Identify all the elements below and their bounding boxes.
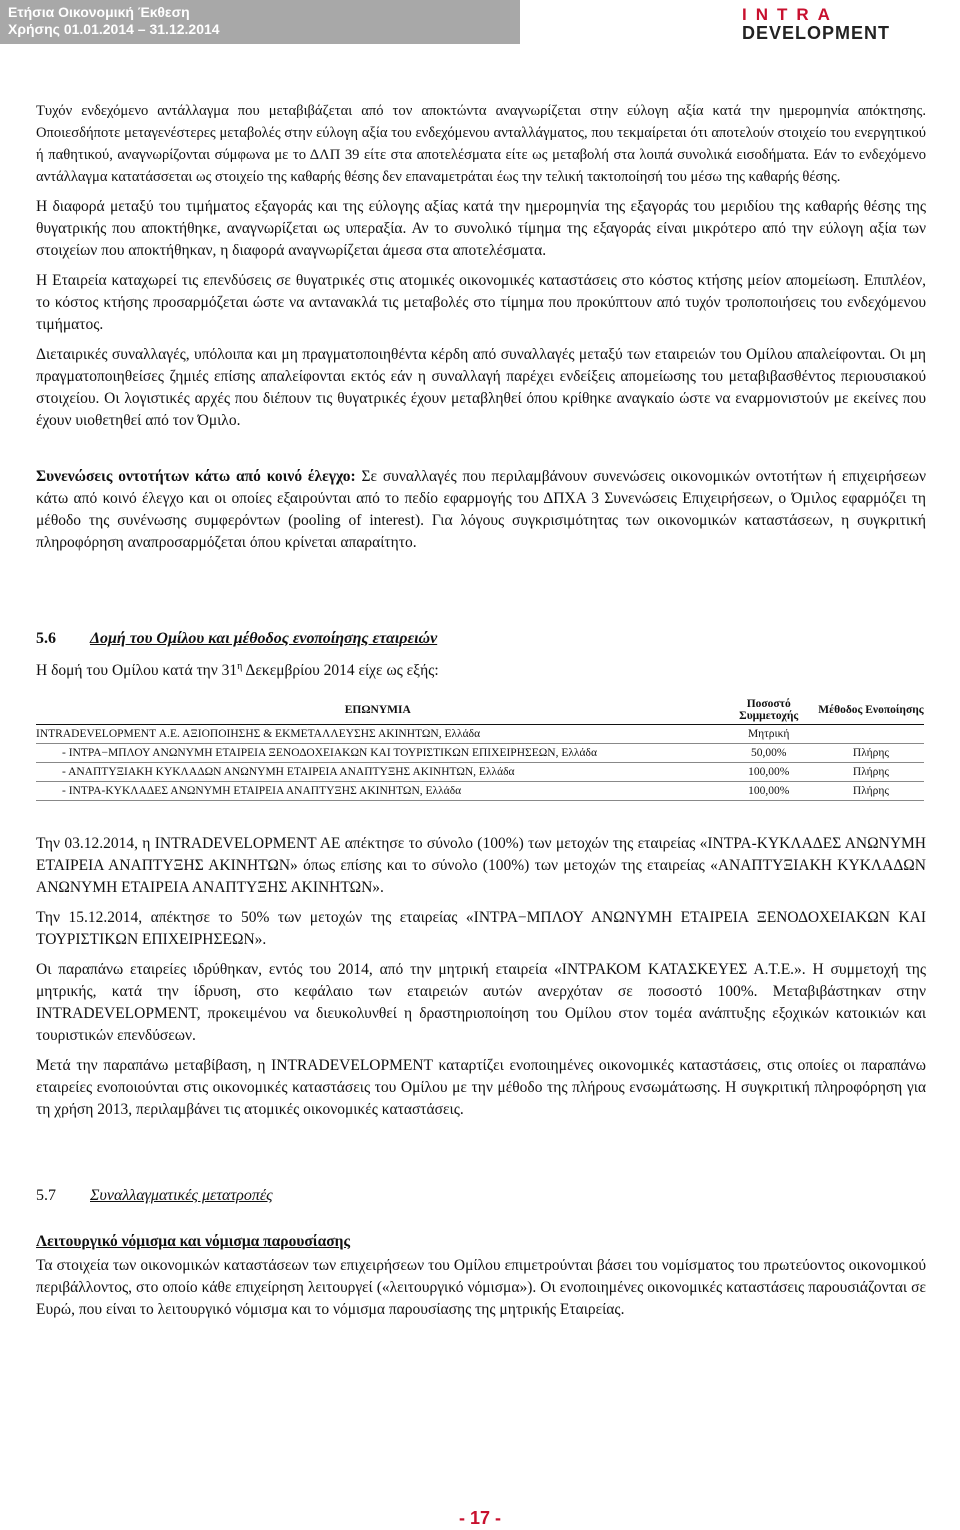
section-title: Δομή του Ομίλου και μέθοδος ενοποίησης εταιρειών [90,630,438,647]
table-row: - ΙΝΤΡΑ-ΚΥΚΛΑΔΕΣ ΑΝΩΝΥΜΗ ΕΤΑΙΡΕΙΑ ΑΝΑΠΤΥΞΗΣ ΑΚΙΝΗΤΩΝ, Ελλάδα 100,00% Πλήρης [36,782,924,801]
paragraph-contingent-consideration: Τυχόν ενδεχόμενο αντάλλαγμα που μεταβιβάζεται από τον αποκτώντα αναγνωρίζεται στην εύλογη αξία κατά την ημερομηνία απόκτησης. Οποιεσδήποτε μεταγενέστερες μεταβολές στην εύλογη αξία του ενδεχόμενου ανταλλάγματος, που τεκμαίρεται ότι αποτελούν στοιχείο του ενεργητικού ή παθητικού, αναγνωρίζονται σύμφωνα με το ΔΛΠ 39 είτε στα αποτελέσματα είτε ως μεταβολή στα λοιπά συνολικά εισοδήματα. Εάν το ενδεχόμενο αντάλλαγμα κατατάσσεται ως στοιχείο της καθαρής θέσης δεν επαναμετράται έως την τελική τακτοποίησή του μέσω της καθαρής θέσης. [36,103,926,185]
report-title: Ετήσια Οικονομική Έκθεση [8,4,190,20]
paragraph-subsidiary-cost: Η Εταιρεία καταχωρεί τις επενδύσεις σε θυγατρικές στις ατομικές οικονομικές καταστάσεις στο κόστος κτήσης μείον απομείωση. Επιπλέον, το κόστος κτήσης προσαρμόζεται ώστε να αντανακλά τις μεταβολές στο τίμημα που προκύπτουν από τυχόν τροποποιήσεις του ενδεχόμενου τιμήματος. [36,272,926,333]
paragraph-acquisition-1512: Την 15.12.2014, απέκτησε το 50% των μετοχών της εταιρείας «ΙΝΤΡΑ−ΜΠΛΟΥ ΑΝΩΝΥΜΗ ΕΤΑΙΡΕΙΑ ΞΕΝΟΔΟΧΕΙΑΚΩΝ ΚΑΙ ΤΟΥΡΙΣΤΙΚΩΝ ΕΠΙΧΕΙΡΗΣΕΩΝ». [36,909,926,949]
group-structure-table [36,696,924,801]
logo-top-text: INTRA [742,6,839,24]
section-title: Συναλλαγματικές μετατροπές [90,1187,273,1205]
paragraph-acquisition-0312: Την 03.12.2014, η INTRADEVELOPMENT AE απέκτησε το σύνολο (100%) των μετοχών της εταιρείας «ΙΝΤΡΑ-ΚΥΚΛΑΔΕΣ ΑΝΩΝΥΜΗ ΕΤΑΙΡΕΙΑ ΑΝΑΠΤΥΞΗΣ ΑΚΙΝΗΤΩΝ» όπως επίσης και το σύνολο (100%) των μετοχών της εταιρείας «ΑΝΑΠΤΥΞΙΑΚΗ ΚΥΚΛΑΔΩΝ ΑΝΩΝΥΜΗ ΕΤΑΙΡΕΙΑ ΑΝΑΠΤΥΞΗΣ ΑΚΙΝΗΤΩΝ». [36,835,926,897]
page-number: - 17 - [458,1508,501,1528]
common-control-text: Σε συναλλαγές που περιλαμβάνουν συνενώσεις οικονομικών οντοτήτων ή επιχειρήσεων κάτω από κοινό έλεγχο και οι οποίες εξαιρούνται από το πεδίο εφαρμογής του ΔΠΧΑ 3 Συνενώσεις Επιχειρήσεων, ο Όμιλος εφαρμόζει τη μέθοδο της συνένωσης συμφερόντων (pooling of interest). Για λόγους συγκρισιμότητας των οικονομικών καταστάσεων, η συγκριτική πληροφόρηση αναπροσαρμόζεται όπου κρίνεται απαραίτητο. [36,468,926,551]
table-row: - ΙΝΤΡΑ−ΜΠΛΟΥ ΑΝΩΝΥΜΗ ΕΤΑΙΡΕΙΑ ΞΕΝΟΔΟΧΕΙΑΚΩΝ ΚΑΙ ΤΟΥΡΙΣΤΙΚΩΝ ΕΠΙΧΕΙΡΗΣΕΩΝ, Ελλάδα 50,00% Πλήρης [36,744,924,763]
table-row: - ΑΝΑΠΤΥΞΙΑΚΗ ΚΥΚΛΑΔΩΝ ΑΝΩΝΥΜΗ ΕΤΑΙΡΕΙΑ ΑΝΑΠΤΥΞΗΣ ΑΚΙΝΗΤΩΝ, Ελλάδα 100,00% Πλήρης [36,763,924,782]
logo-bottom-text: DEVELOPMENT [742,23,891,42]
section-number: 5.6 [36,630,56,647]
table-header-row [36,696,924,725]
paragraph-goodwill: Η διαφορά μεταξύ του τιμήματος εξαγοράς και της εύλογης αξίας κατά την ημερομηνία της εξαγοράς του μεριδίου της καθαρής θέσης της θυγατρικής που αποκτήθηκε, αναγνωρίζεται ως υπεραξία. Αν το συνολικό τίμημα της εξαγοράς είναι μικρότερο από την εύλογη αξία των στοιχείων που αποκτήθηκαν, η διαφορά αναγνωρίζεται άμεσα στα αποτελέσματα. [36,198,926,259]
document-body [36,100,926,1329]
report-title-block [0,0,520,44]
section-5-7-heading [36,1185,926,1207]
paragraph-intercompany: Διεταιρικές συναλλαγές, υπόλοιπα και μη πραγματοποιηθέντα κέρδη από συναλλαγές μεταξύ των εταιρειών του Ομίλου απαλείφονται. Οι μη πραγματοποιηθείσες ζημιές επίσης απαλείφονται εκτός εάν η συναλλαγή παρέχει ενδείξεις απομείωσης του μεταβιβασθέντος περιουσιακού στοιχείου. Οι λογιστικές αρχές που διέπουν τις θυγατρικές έχουν μεταβληθεί όπου κρίθηκε αναγκαίο ώστε να εναρμονιστούν με εκείνες που έχουν υιοθετηθεί από τον Όμιλο. [36,346,926,429]
paragraph-functional-currency: Τα στοιχεία των οικονομικών καταστάσεων των επιχειρήσεων του Ομίλου επιμετρούνται βάσει του νομίσματος του πρωτεύοντος οικονομικού περιβάλλοντος, στο οποίο κάθε επιχείρηση λειτουργεί («λειτουργικό νόμισμα»). Οι ενοποιημένες οικονομικές καταστάσεις παρουσιάζονται σε Ευρώ, που είναι το λειτουργικό νόμισμα και το νόμισμα παρουσίασης της μητρικής Εταιρείας. [36,1257,926,1319]
group-structure-intro: Η δομή του Ομίλου κατά την $31^\eta$ Δεκεμβρίου 2014 είχε ως εξής: [36,661,439,680]
table-row: INTRADEVELOPMENT Α.Ε. ΑΞΙΟΠΟΙΗΣΗΣ & ΕΚΜΕΤΑΛΛΕΥΣΗΣ ΑΚΙΝΗΤΩΝ, Ελλάδα Μητρική [36,725,924,744]
paragraph-founding: Οι παραπάνω εταιρείες ιδρύθηκαν, εντός του 2014, από την μητρική εταιρεία «ΙΝΤΡΑΚΟΜ ΚΑΤΑΣΚΕΥΕΣ Α.Τ.Ε.». Η συμμετοχή της μητρικής, κατά την ίδρυση, στο κεφάλαιο των εταιρειών αυτών ανερχόταν σε ποσοστό 100%. Μεταβιβάστηκαν στην INTRADEVELOPMENT, προκειμένου να διευκολυνθεί η δραστηριοποίηση του Ομίλου στον τομέα ανάπτυξης εξοχικών κατοικιών και τουριστικών επενδύσεων. [36,961,926,1045]
company-logo [740,6,952,42]
common-control-lead: Συνενώσεις οντοτήτων κάτω από κοινό έλεγχο: [36,468,356,485]
section-5-6-heading [36,628,926,650]
report-period: Χρήσης 01.01.2014 – 31.12.2014 [8,21,220,37]
subsection-title: Λειτουργικό νόμισμα και νόμισμα παρουσίασης [36,1233,351,1251]
paragraph-consolidation: Μετά την παραπάνω μεταβίβαση, η INTRADEVELOPMENT καταρτίζει ενοποιημένες οικονομικές καταστάσεις, στις οποίες οι παραπάνω εταιρείες ενοποιούνται στις οικονομικές καταστάσεις του Ομίλου με την μέθοδο της πλήρους ενσωμάτωσης. Η συγκριτική πληροφόρηση για τη χρήση 2013, περιλαμβάνει τις ατομικές οικονομικές καταστάσεις. [36,1057,926,1119]
paragraph-common-control [36,466,926,554]
page-header [0,0,960,44]
header-method: Μέθοδος Ενοποίησης [818,704,924,717]
header-percentage: Ποσοστό Συμμετοχής [739,698,799,723]
header-name: ΕΠΩΝΥΜΙΑ [344,704,411,717]
section-number: 5.7 [36,1187,56,1205]
